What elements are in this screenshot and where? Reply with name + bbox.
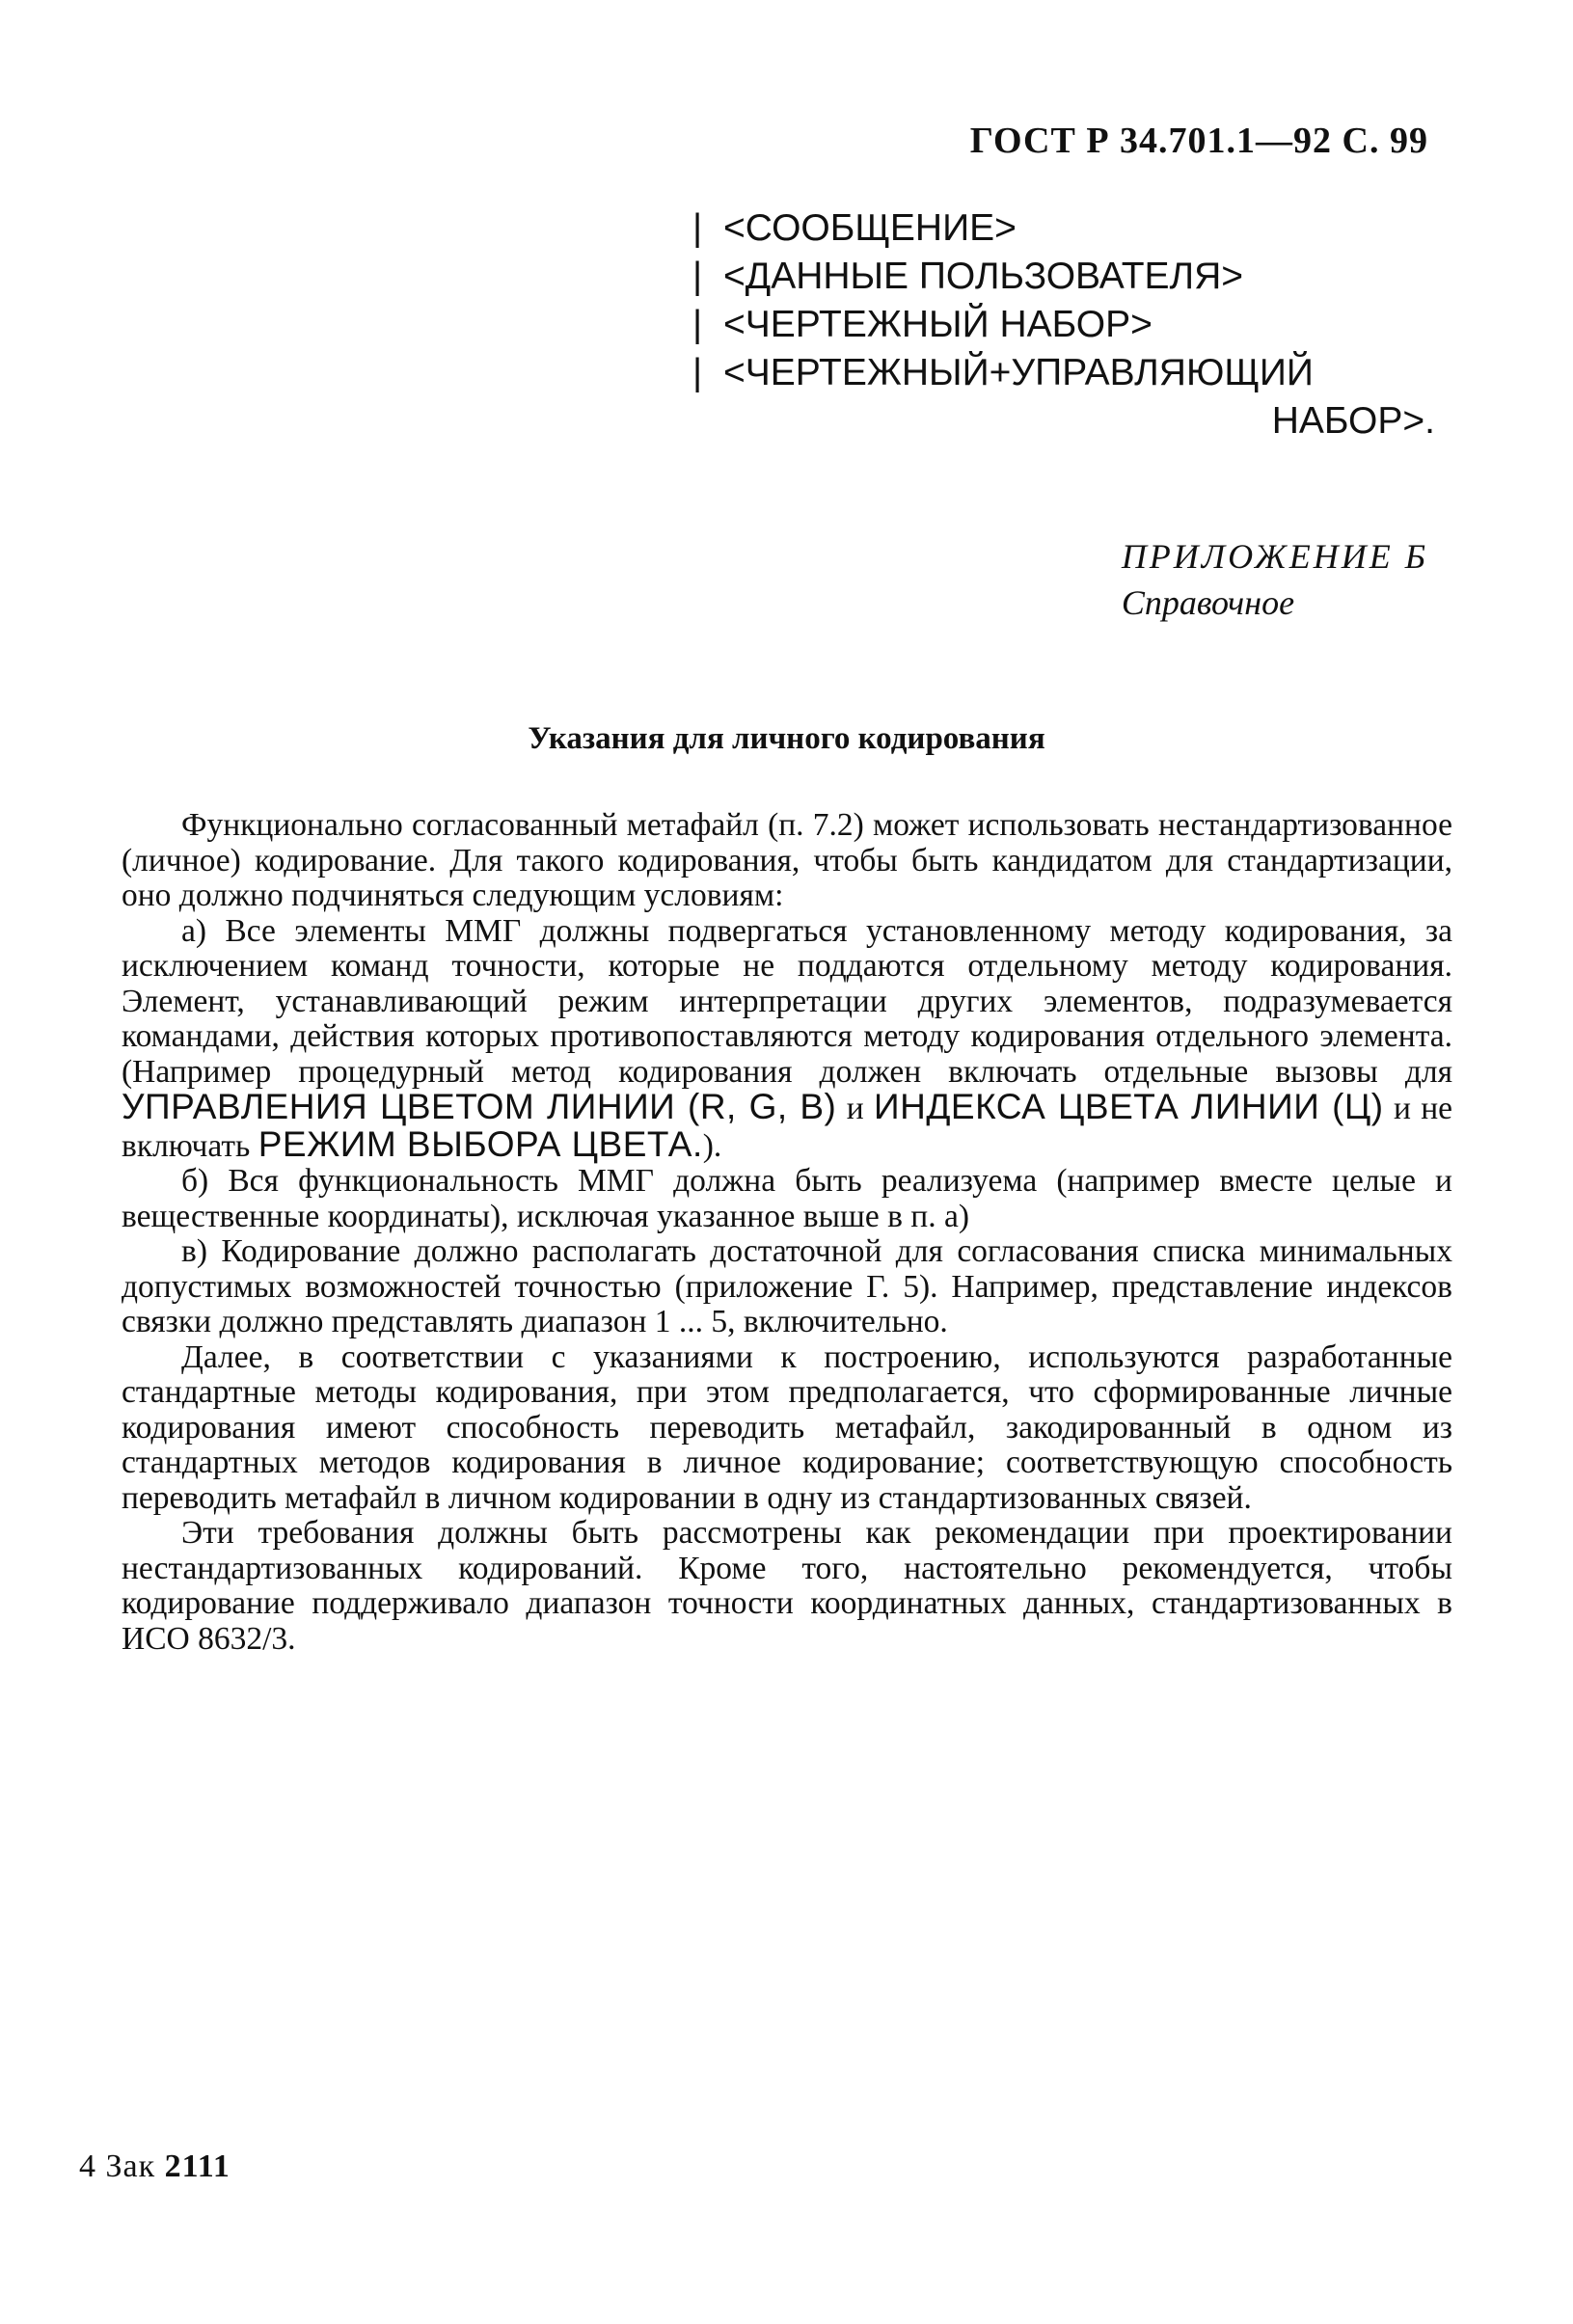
footer-prefix: 4 Зак <box>79 2148 156 2184</box>
paragraph: Далее, в соответствии с указаниями к построению, используются разработанные стандартные методы кодирования, при этом предполагается, что сформированные личные кодирования имеют способность переводить метафайл, закодированный в одном из стандартных методов кодирования в личное кодирование; соответствующую способность переводить метафайл в личном кодировании в одну из стандартизованных связей. <box>122 1338 1452 1516</box>
appendix-label <box>1122 533 1428 626</box>
paragraph-item-a <box>122 914 1452 1165</box>
grammar-item: <ДАННЫЕ ПОЛЬЗОВАТЕЛЯ> <box>723 256 1244 297</box>
grammar-line <box>692 253 1445 301</box>
grammar-block <box>692 204 1445 446</box>
element-name: УПРАВЛЕНИЯ ЦВЕТОМ ЛИНИИ (R, G, B) <box>122 1087 837 1126</box>
element-name: ИНДЕКСА ЦВЕТА ЛИНИИ (Ц) <box>874 1087 1384 1126</box>
grammar-bar: | <box>692 352 703 393</box>
appendix-subtitle: Справочное <box>1121 583 1295 622</box>
grammar-item: <ЧЕРТЕЖНЫЙ+УПРАВЛЯЮЩИЙ <box>723 352 1314 393</box>
section-title: Указания для личного кодирования <box>528 721 1045 756</box>
paragraph-item-b: б) Вся функциональность ММГ должна быть реализуема (например вместе целые и вещественные координаты), исключая указанное выше в п. а) <box>122 1163 1452 1234</box>
page-header: ГОСТ Р 34.701.1—92 С. 99 <box>969 121 1428 161</box>
paragraph-text: и не включать <box>122 1091 1452 1164</box>
grammar-item: <СООБЩЕНИЕ> <box>723 207 1017 249</box>
grammar-continuation: НАБОР>. <box>1271 400 1435 442</box>
footer-number: 2111 <box>164 2148 231 2184</box>
paragraph-text: ). <box>702 1127 722 1164</box>
body-text <box>122 808 1452 1657</box>
grammar-line <box>692 301 1445 349</box>
grammar-item: <ЧЕРТЕЖНЫЙ НАБОР> <box>723 304 1153 345</box>
paragraph-text: и <box>846 1091 864 1126</box>
grammar-line <box>692 204 1445 253</box>
grammar-bar: | <box>692 304 703 345</box>
paragraph-item-c: в) Кодирование должно располагать достаточной для согласования списка минимальных допустимых возможностей точностью (приложение Г. 5). Например, представление индексов связки должно представлять диапазон 1 ... 5, включительно. <box>122 1233 1452 1339</box>
print-order-footer <box>79 2148 231 2185</box>
appendix-title: ПРИЛОЖЕНИЕ Б <box>1121 537 1428 576</box>
grammar-bar: | <box>692 256 703 297</box>
element-name: РЕЖИМ ВЫБОРА ЦВЕТА. <box>258 1123 703 1164</box>
paragraph-text: а) Все элементы ММГ должны подвергаться установленному методу кодирования, за исключением команд точности, которые не поддаются отдельному методу кодирования. Элемент, устанавливающий режим интерпретации других элементов, подразумевается командами, действия которых противопоставляются методу кодирования отдельного элемента. (Например процедурный метод кодирования должен включать отдельные вызовы для <box>122 912 1452 1090</box>
paragraph-intro: Функционально согласованный метафайл (п. 7.2) может использовать нестандартизованное (личное) кодирование. Для такого кодирования, чтобы быть кандидатом для стандартизации, оно должно подчиняться следующим условиям: <box>122 807 1452 913</box>
grammar-line <box>692 349 1445 397</box>
grammar-bar: | <box>692 207 703 249</box>
paragraph: Эти требования должны быть рассмотрены как рекомендации при проектировании нестандартизованных кодирований. Кроме того, настоятельно рекомендуется, чтобы кодирование поддерживало диапазон точности координатных данных, стандартизованных в ИСО 8632/3. <box>122 1515 1452 1657</box>
